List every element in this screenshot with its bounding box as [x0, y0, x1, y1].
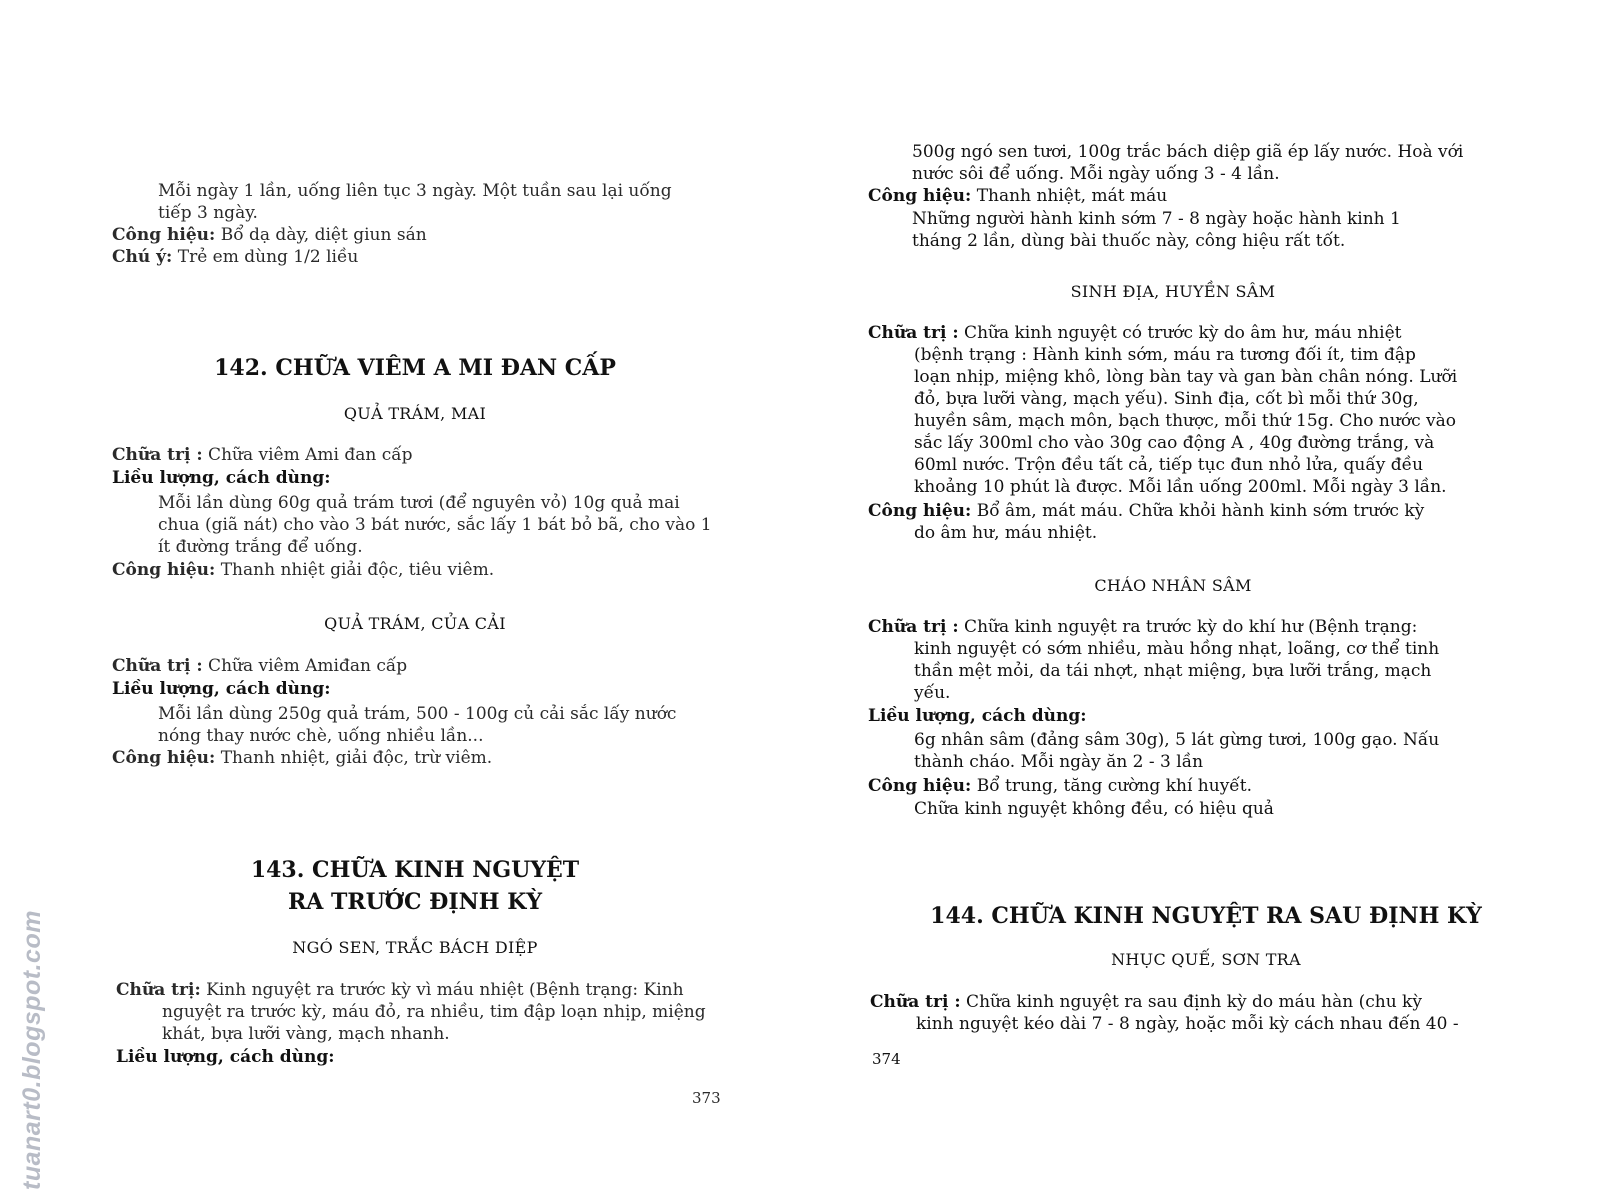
s144-treat-1 [870, 991, 1422, 1013]
sinh-treat-1 [868, 322, 1401, 344]
chao-dose-2: thành cháo. Mỗi ngày ăn 2 - 3 lần [914, 752, 1204, 772]
r1-dose-label [112, 467, 331, 489]
r1-dose-1: Mỗi lần dùng 60g quả trám tươi (để nguyên vỏ) 10g quả mai [158, 493, 680, 513]
r1-dose-3: ít đường trắng để uống. [158, 537, 363, 557]
chao-treat-2: kinh nguyệt có sớm nhiều, màu hồng nhạt, loãng, cơ thể tinh [914, 639, 1440, 659]
remedy-name-qua-tram-cu-cai: QUẢ TRÁM, CỦA CẢI [324, 614, 506, 633]
r1-effect [112, 559, 494, 581]
chao-dose-label [868, 705, 1087, 727]
treat-text: Chữa viêm Ami đan cấp [202, 445, 413, 465]
r2-dose-2: nóng thay nước chè, uống nhiều lần... [158, 726, 484, 746]
chao-treat-1 [868, 616, 1417, 638]
s143-treat-3: khát, bựa lưỡi vàng, mạch nhanh. [162, 1024, 450, 1044]
treat-text: Chữa kinh nguyệt ra trước kỳ do khí hư (Bệnh trạng: [958, 617, 1418, 637]
effect-text: Thanh nhiệt giải độc, tiêu viêm. [215, 560, 495, 580]
page-number: 373 [692, 1089, 721, 1107]
note-text: Trẻ em dùng 1/2 liều [172, 247, 359, 267]
effect-label: Công hiệu: [868, 186, 972, 206]
remedy-name-nhuc-que: NHỤC QUẾ, SƠN TRA [1111, 950, 1301, 969]
page-number: 374 [872, 1050, 901, 1068]
sinh-treat-8: khoảng 10 phút là được. Mỗi lần uống 200ml. Mỗi ngày 3 lần. [914, 477, 1447, 497]
remedy-name-qua-tram-mai: QUẢ TRÁM, MAI [343, 404, 487, 423]
dose-label: Liều lượng, cách dùng: [112, 468, 331, 488]
sinh-treat-6: sắc lấy 300ml cho vào 30g cao động A , 40g đường trắng, và [914, 433, 1435, 453]
sinh-treat-3: loạn nhịp, miệng khô, lòng bàn tay và gan bàn chân nóng. Lưỡi [914, 367, 1458, 387]
r2-effect [112, 747, 492, 769]
cont-note-1: Những người hành kinh sớm 7 - 8 ngày hoặc hành kinh 1 [912, 209, 1401, 229]
sinh-treat-4: đỏ, bựa lưỡi vàng, mạch yếu). Sinh địa, cốt bì mỗi thứ 30g, [914, 389, 1419, 409]
treat-label: Chữa trị: [116, 980, 201, 1000]
remedy-name-chao-nhan-sam: CHÁO NHÂN SÂM [1094, 576, 1252, 595]
chao-dose-1: 6g nhân sâm (đảng sâm 30g), 5 lát gừng tươi, 100g gạo. Nấu [914, 730, 1440, 750]
effect-text: Thanh nhiệt, mát máu [971, 186, 1168, 206]
treat-label: Chữa trị : [868, 323, 959, 343]
effect-label: Công hiệu: [868, 501, 972, 521]
chao-treat-4: yếu. [914, 683, 951, 703]
cont-note-2: tháng 2 lần, dùng bài thuốc này, công hiệu rất tốt. [912, 231, 1346, 251]
intro-line-2: tiếp 3 ngày. [158, 203, 258, 223]
treat-text: Chữa kinh nguyệt ra sau định kỳ do máu hàn (chu kỳ [960, 992, 1422, 1012]
section-142-title: 142. CHỮA VIÊM A MI ĐAN CẤP [214, 355, 616, 381]
r1-treat [112, 444, 413, 466]
s143-treat-1 [116, 979, 684, 1001]
sinh-treat-5: huyền sâm, mạch môn, bạch thược, mỗi thứ 15g. Cho nước vào [914, 411, 1456, 431]
treat-label: Chữa trị : [870, 992, 961, 1012]
intro-effect [112, 224, 427, 246]
dose-label: Liều lượng, cách dùng: [116, 1047, 335, 1067]
sinh-treat-2: (bệnh trạng : Hành kinh sớm, máu ra tương đối ít, tim đập [914, 345, 1416, 365]
r1-dose-2: chua (giã nát) cho vào 3 bát nước, sắc lấy 1 bát bỏ bã, cho vào 1 [158, 515, 712, 535]
note-label: Chú ý: [112, 247, 173, 267]
s143-dose-label [116, 1046, 335, 1068]
r2-dose-label [112, 678, 331, 700]
effect-label: Công hiệu: [112, 225, 216, 245]
effect-label: Công hiệu: [112, 560, 216, 580]
chao-treat-3: thần mệt mỏi, da tái nhợt, nhạt miệng, bựa lưỡi trắng, mạch [914, 661, 1432, 681]
remedy-name-ngo-sen: NGÓ SEN, TRẮC BÁCH DIỆP [292, 938, 538, 957]
section-143-title-line-2: RA TRƯỚC ĐỊNH KỲ [287, 889, 543, 915]
sinh-effect-2: do âm hư, máu nhiệt. [914, 523, 1098, 543]
cont-line-2: nước sôi để uống. Mỗi ngày uống 3 - 4 lần. [912, 164, 1280, 184]
effect-label: Công hiệu: [112, 748, 216, 768]
chao-effect [868, 775, 1252, 797]
treat-label: Chữa trị : [112, 445, 203, 465]
effect-label: Công hiệu: [868, 776, 972, 796]
dose-label: Liều lượng, cách dùng: [868, 706, 1087, 726]
intro-note [112, 246, 358, 268]
effect-text: Thanh nhiệt, giải độc, trừ viêm. [215, 748, 493, 768]
treat-label: Chữa trị : [112, 656, 203, 676]
treat-text: Chữa viêm Amiđan cấp [202, 656, 408, 676]
dose-label: Liều lượng, cách dùng: [112, 679, 331, 699]
section-143-title-line-1: 143. CHỮA KINH NGUYỆT [250, 857, 580, 883]
effect-text: Bổ âm, mát máu. Chữa khỏi hành kinh sớm trước kỳ [971, 501, 1425, 521]
intro-line-1: Mỗi ngày 1 lần, uống liên tục 3 ngày. Một tuần sau lại uống [158, 181, 672, 201]
right-page [800, 0, 1600, 1200]
r2-treat [112, 655, 407, 677]
treat-text: Chữa kinh nguyệt có trước kỳ do âm hư, máu nhiệt [958, 323, 1402, 343]
remedy-name-sinh-dia: SINH ĐỊA, HUYỀN SÂM [1070, 282, 1276, 301]
s144-treat-2: kinh nguyệt kéo dài 7 - 8 ngày, hoặc mỗi kỳ cách nhau đến 40 - [916, 1014, 1459, 1034]
watermark: tuanart0.blogspot.com [18, 910, 46, 1190]
r2-dose-1: Mỗi lần dùng 250g quả trám, 500 - 100g củ cải sắc lấy nước [158, 704, 677, 724]
chao-effect-2: Chữa kinh nguyệt không đều, có hiệu quả [914, 799, 1274, 819]
sinh-treat-7: 60ml nước. Trộn đều tất cả, tiếp tục đun nhỏ lửa, quấy đều [914, 455, 1424, 475]
cont-line-1: 500g ngó sen tươi, 100g trắc bách diệp giã ép lấy nước. Hoà với [912, 142, 1464, 162]
section-144-title: 144. CHỮA KINH NGUYỆT RA SAU ĐỊNH KỲ [930, 903, 1482, 929]
effect-text: Bổ dạ dày, diệt giun sán [215, 225, 427, 245]
treat-label: Chữa trị : [868, 617, 959, 637]
effect-text: Bổ trung, tăng cường khí huyết. [971, 776, 1252, 796]
treat-text: Kinh nguyệt ra trước kỳ vì máu nhiệt (Bệnh trạng: Kinh [200, 980, 684, 1000]
sinh-effect [868, 500, 1424, 522]
cont-effect [868, 185, 1167, 207]
s143-treat-2: nguyệt ra trước kỳ, máu đỏ, ra nhiều, tim đập loạn nhịp, miệng [162, 1002, 706, 1022]
